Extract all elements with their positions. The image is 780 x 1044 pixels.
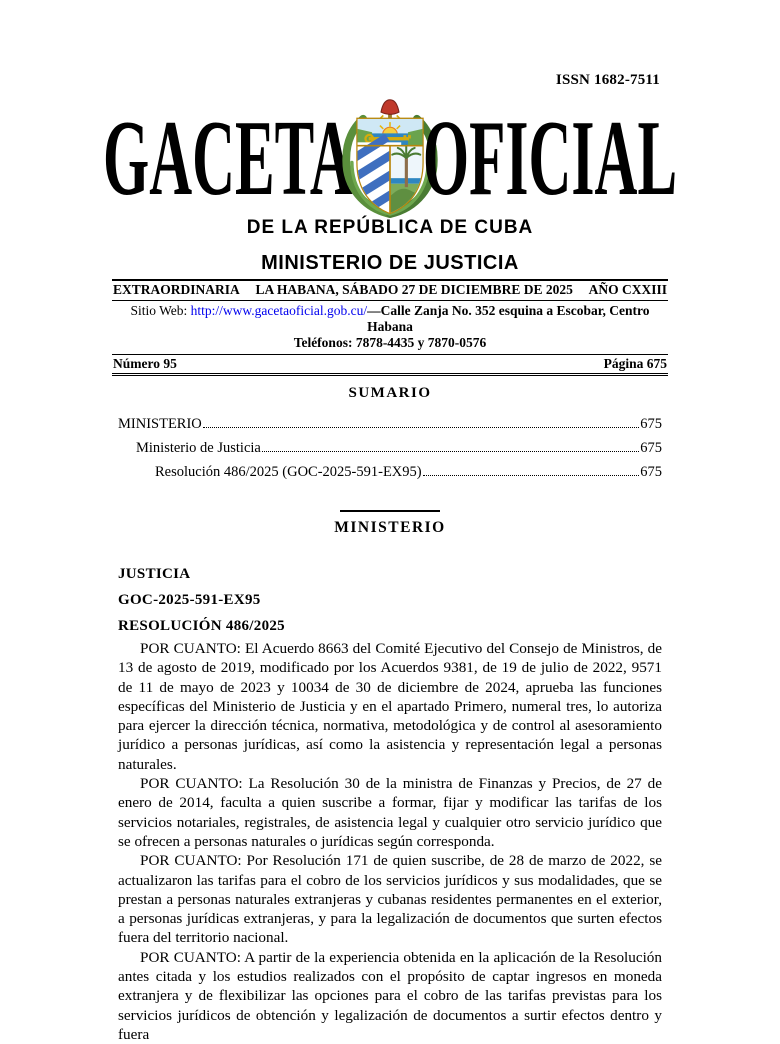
paragraph-por-cuanto-2: POR CUANTO: La Resolución 30 de la ministra de Finanzas y Precios, de 27 de enero de 2014, faculta a quien suscribe a formar, fijar y modificar las tarifas de los servicios notariales, registrales, de asistencia legal y cualquier otro servicio jurídico que se ofrecen a personas naturales o jurídicas según corresponda. — [118, 775, 662, 850]
toc-entry-label: Resolución 486/2025 (GOC-2025-591-EX95) — [155, 464, 422, 480]
info-bar-edition-row — [112, 279, 668, 301]
resolution-title: RESOLUCIÓN 486/2025 — [118, 618, 285, 634]
info-bar — [112, 279, 668, 376]
toc-leader-dots — [203, 427, 639, 428]
agency-heading: JUSTICIA — [118, 566, 191, 582]
website-label: Sitio Web: — [130, 303, 191, 318]
dateline-label: LA HABANA, SÁBADO 27 DE DICIEMBRE DE 2025 — [255, 282, 573, 297]
section-heading: MINISTERIO — [334, 519, 446, 536]
info-bar-website-row — [112, 301, 668, 335]
toc-entry-label: Ministerio de Justicia — [136, 440, 261, 456]
section-divider-rule — [340, 510, 440, 512]
issn-label: ISSN 1682-7511 — [555, 72, 660, 88]
toc-entry-ministerio — [118, 416, 662, 440]
summary-title: SUMARIO — [348, 385, 432, 401]
phones-label: Teléfonos: 7878-4435 y 7870-0576 — [112, 335, 668, 355]
issue-number-label: Número 95 — [113, 356, 177, 371]
toc-entry-page: 675 — [640, 464, 662, 480]
toc-entry-resolucion — [118, 464, 662, 488]
masthead-title-left: GACETA — [103, 99, 353, 218]
toc-entry-label: MINISTERIO — [118, 416, 202, 432]
ministry-heading: MINISTERIO DE JUSTICIA — [261, 252, 519, 274]
paragraph-por-cuanto-4: POR CUANTO: A partir de la experiencia obtenida en la aplicación de la Resolución antes citada y los estudios realizados con el propósito de captar ingresos en moneda extranjera y de flexibilizar las opciones para el cobro de las tarifas previstas para los servicios jurídicos de obtención y legalización de documentos a surtir efectos dentro y fuera — [118, 948, 662, 1043]
paragraph-por-cuanto-1: POR CUANTO: El Acuerdo 8663 del Comité Ejecutivo del Consejo de Ministros, de 13 de agosto de 2019, modificado por los Acuerdos 9381, de 19 de julio de 2022, 9571 de 11 de mayo de 2023 y 10034 de 30 de diciembre de 2024, aprueba las funciones específicas del Ministerio de Justicia y en el apartado Primero, numeral tres, lo autoriza para ejercer la dirección técnica, normativa, metodológica y de control al asesoramiento jurídico a personas jurídicas, así como la asistencia y representación legal a personas naturales. — [118, 640, 662, 773]
edition-label: EXTRAORDINARIA — [113, 282, 240, 297]
toc-entry-page: 675 — [640, 440, 662, 456]
paragraph-por-cuanto-3: POR CUANTO: Por Resolución 171 de quien suscribe, de 28 de marzo de 2022, se actualizaron las tarifas para el cobro de los servicios jurídicos y sus modalidades, que se prestan a personas naturales extranjeras y cubanas residentes permanentes en el exterior, a personas jurídicas extranjeras, y para la legalización de documentos que surten efectos fuera del territorio nacional. — [118, 852, 662, 947]
address-label: —Calle Zanja No. 352 esquina a Escobar, Centro Habana — [367, 303, 650, 334]
toc-entry-ministerio-justicia — [118, 440, 662, 464]
gazette-website-link[interactable]: http://www.gacetaoficial.gob.cu/ — [190, 303, 368, 318]
doc-code: GOC-2025-591-EX95 — [118, 592, 261, 608]
toc-leader-dots — [423, 475, 640, 476]
info-bar-number-row — [112, 355, 668, 376]
toc-entry-page: 675 — [640, 416, 662, 432]
year-label: AÑO CXXIII — [588, 282, 667, 297]
masthead — [103, 99, 677, 218]
page-number-label: Página 675 — [603, 356, 667, 371]
masthead-subtitle: DE LA REPÚBLICA DE CUBA — [246, 217, 534, 238]
masthead-title-right: OFICIAL — [422, 99, 677, 218]
table-of-contents — [118, 416, 662, 488]
toc-leader-dots — [262, 451, 639, 452]
resolution-content — [118, 561, 662, 1044]
